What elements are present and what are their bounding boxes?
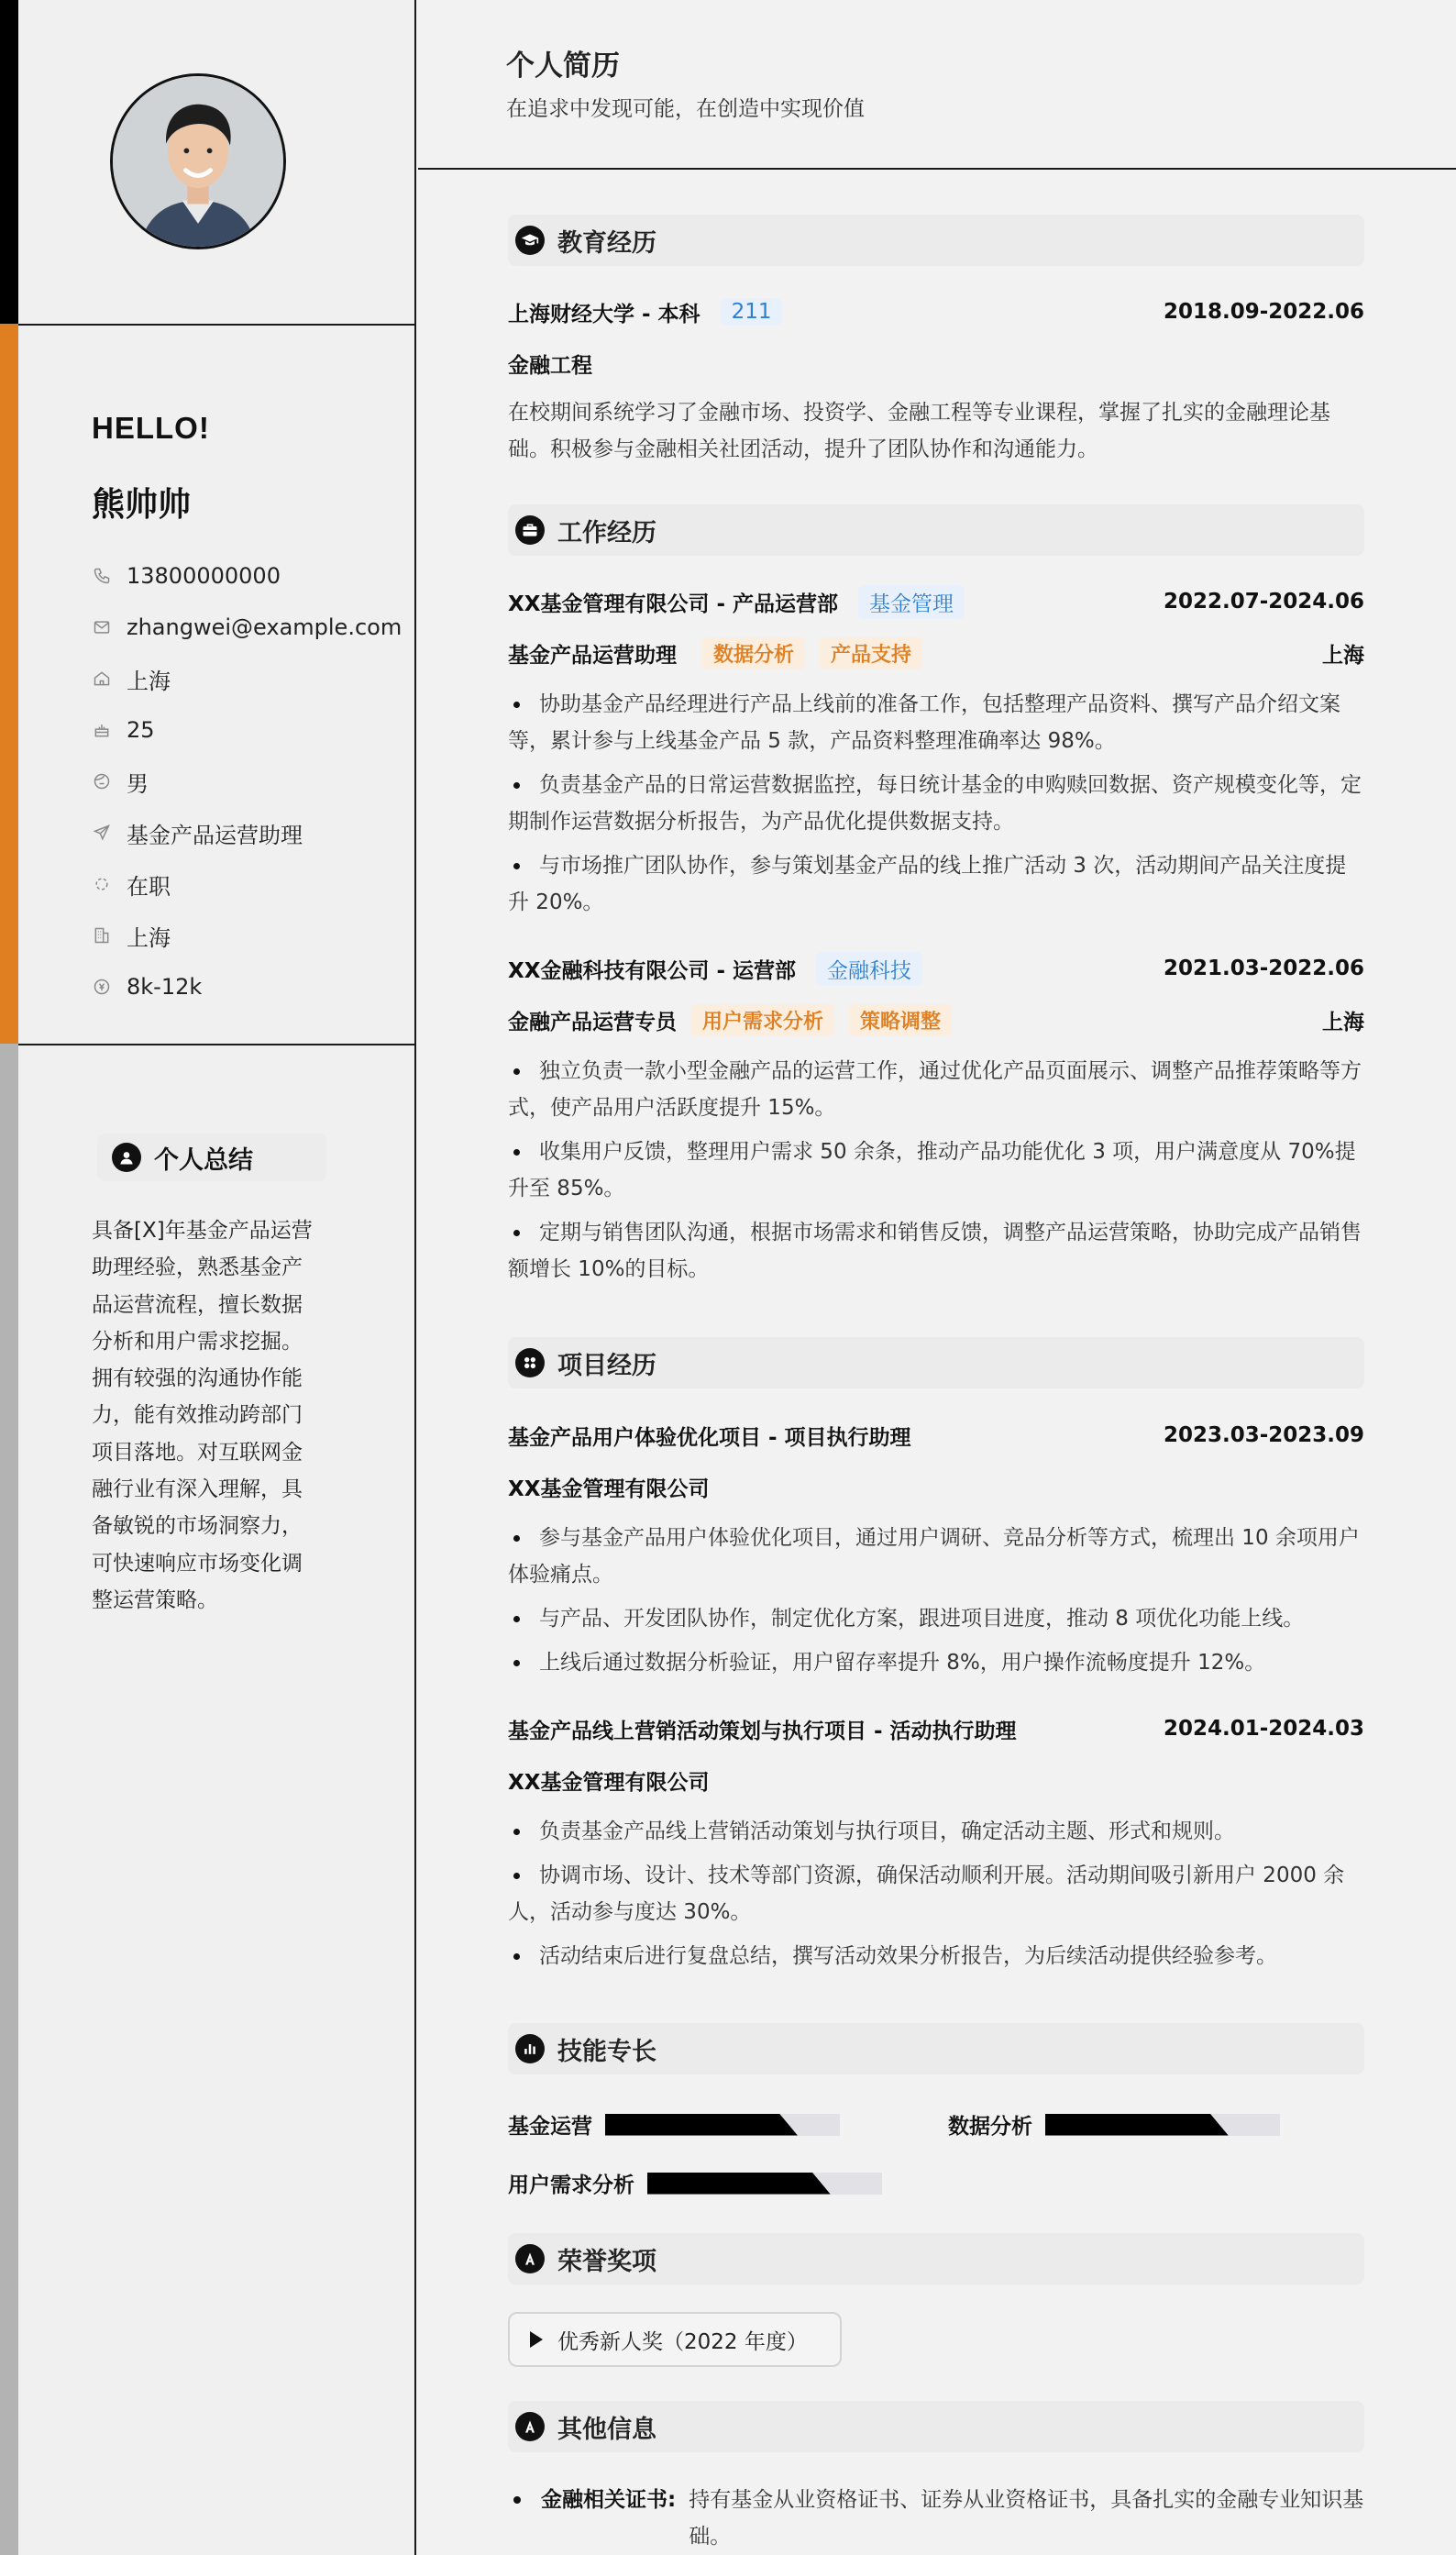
education-entry: [508, 293, 1364, 468]
info-gender: [92, 756, 403, 807]
list-item: 与市场推广团队协作，参与策划基金产品的线上推广活动 3 次，活动期间产品关注度提升 20%。: [508, 847, 1364, 921]
job-date: 2021.03-2022.06: [1163, 957, 1364, 980]
skill-bar: [605, 2114, 840, 2136]
skill-item: [508, 2109, 840, 2140]
mail-icon: [92, 617, 112, 637]
job-date: 2022.07-2024.06: [1163, 590, 1364, 614]
play-triangle-icon: [530, 2331, 543, 2348]
projects-section-header: [508, 1337, 1364, 1388]
hello-heading: HELLO!: [92, 411, 210, 445]
info-location-text: 上海: [127, 668, 171, 694]
other-info-key: 金融相关证书:: [541, 2488, 677, 2512]
salary-icon: [92, 977, 112, 997]
job-industry-tag: 金融科技: [816, 952, 922, 986]
job-city: 上海: [1322, 1010, 1364, 1034]
job-role-row: [508, 635, 1364, 671]
send-icon: [92, 823, 112, 843]
project-org-row: [508, 1468, 1364, 1505]
skill-item: [948, 2109, 1280, 2140]
grid-icon: [515, 1348, 545, 1377]
project-header-row: [508, 1417, 1364, 1454]
skill-bar: [647, 2173, 882, 2195]
work-title: 工作经历: [557, 518, 656, 548]
work-entry: [508, 583, 1364, 928]
contact-info-list: [92, 550, 403, 1012]
page-subtitle: 在追求中发现可能，在创造中实现价值: [506, 97, 865, 121]
project-name: 基金产品线上营销活动策划与执行项目 - 活动执行助理: [508, 1719, 1017, 1743]
list-item: 活动结束后进行复盘总结，撰写活动效果分析报告，为后续活动提供经验参考。: [508, 1938, 1364, 1974]
project-bullets: [508, 1520, 1364, 1681]
projects-title: 项目经历: [557, 1351, 656, 1380]
home-icon: [92, 669, 112, 689]
award-item[interactable]: [508, 2312, 842, 2367]
project-org-row: [508, 1762, 1364, 1798]
school-tag: 211: [721, 298, 783, 326]
job-role: 基金产品运营助理: [508, 643, 677, 668]
face-icon: [92, 771, 112, 791]
major-name: 金融工程: [508, 353, 592, 378]
header-divider: [418, 168, 1456, 170]
skill-item: [508, 2168, 882, 2198]
job-header-row: [508, 950, 1364, 987]
list-item: 参与基金产品用户体验优化项目，通过用户调研、竞品分析等方式，梳理出 10 余项用户体验痛点。: [508, 1520, 1364, 1593]
job-company: XX基金管理有限公司 - 产品运营部: [508, 592, 839, 616]
status-icon: [92, 874, 112, 894]
education-description: 在校期间系统学习了金融市场、投资学、金融工程等专业课程，掌握了扎实的金融理论基础。积极参与金融相关社团活动，提升了团队协作和沟通能力。: [508, 401, 1330, 461]
other-title: 其他信息: [557, 2415, 656, 2444]
skills-section-header: [508, 2023, 1364, 2074]
job-skill-tag: 产品支持: [820, 637, 922, 669]
job-role-row: [508, 1001, 1364, 1038]
skills-title: 技能专长: [557, 2037, 656, 2066]
project-entry: [508, 1710, 1364, 1982]
awards-title: 荣誉奖项: [557, 2247, 656, 2276]
accent-stripe-gray: [0, 1044, 18, 2555]
sidebar-divider: [18, 1044, 416, 1045]
skill-bar-fill: [1045, 2114, 1229, 2136]
education-title: 教育经历: [557, 228, 656, 258]
award-text: 优秀新人奖（2022 年度）: [557, 2329, 808, 2354]
sidebar-divider: [18, 324, 416, 326]
project-header-row: [508, 1710, 1364, 1747]
skill-name: 数据分析: [948, 2115, 1032, 2139]
job-city: 上海: [1322, 643, 1364, 668]
job-role: 金融产品运营专员: [508, 1010, 677, 1034]
project-date: 2023.03-2023.09: [1163, 1423, 1364, 1447]
building-icon: [92, 925, 112, 946]
info-salary: [92, 961, 403, 1012]
list-item: 协调市场、设计、技术等部门资源，确保活动顺利开展。活动期间吸引新用户 2000 余人，活动参与度达 30%。: [508, 1857, 1364, 1930]
project-entry: [508, 1417, 1364, 1688]
bullet-dot: [513, 2496, 521, 2504]
accent-stripe-black: [0, 0, 18, 324]
info-position: [92, 807, 403, 858]
info-age: [92, 704, 403, 756]
skill-bar: [1045, 2114, 1280, 2136]
person-name: 熊帅帅: [92, 486, 192, 524]
award-icon: [515, 2244, 545, 2273]
info-age-text: 25: [127, 717, 155, 743]
project-name: 基金产品用户体验优化项目 - 项目执行助理: [508, 1425, 911, 1450]
info-status-text: 在职: [127, 873, 171, 900]
major-row: [508, 345, 1364, 382]
skill-bar-fill: [647, 2173, 831, 2195]
education-date: 2018.09-2022.06: [1163, 300, 1364, 324]
briefcase-icon: [515, 515, 545, 545]
graduation-cap-icon: [515, 226, 545, 255]
list-item: 定期与销售团队沟通，根据市场需求和销售反馈，调整产品运营策略，协助完成产品销售额增长 10%的目标。: [508, 1214, 1364, 1288]
project-bullets: [508, 1813, 1364, 1974]
accent-stripe-orange: [0, 324, 18, 1044]
avatar: [110, 73, 286, 249]
info-city: [92, 910, 403, 961]
page-title: 个人简历: [506, 50, 620, 83]
list-item: 负责基金产品线上营销活动策划与执行项目，确定活动主题、形式和规则。: [508, 1813, 1364, 1850]
info-position-text: 基金产品运营助理: [127, 822, 303, 848]
project-date: 2024.01-2024.03: [1163, 1717, 1364, 1741]
job-skill-tag: 策略调整: [849, 1004, 952, 1036]
info-location: [92, 653, 403, 704]
skill-bar-fill: [605, 2114, 798, 2136]
other-info-item: [508, 2482, 1364, 2555]
job-company: XX金融科技有限公司 - 运营部: [508, 958, 797, 983]
list-item: 收集用户反馈，整理用户需求 50 余条，推动产品功能优化 3 项，用户满意度从 70%提升至 85%。: [508, 1134, 1364, 1207]
job-industry-tag: 基金管理: [858, 585, 965, 619]
school-name: 上海财经大学 - 本科: [508, 302, 700, 326]
skill-name: 用户需求分析: [508, 2173, 634, 2197]
other-info-value: 持有基金从业资格证书、证券从业资格证书，具备扎实的金融专业知识基础。: [689, 2488, 1364, 2549]
job-bullets: [508, 1053, 1364, 1288]
education-row: [508, 293, 1364, 330]
bar-chart-icon: [515, 2034, 545, 2063]
info-gender-text: 男: [127, 770, 149, 797]
info-city-text: 上海: [127, 924, 171, 951]
list-item: 负责基金产品的日常运营数据监控，每日统计基金的申购赎回数据、资产规模变化等，定期制作运营数据分析报告，为产品优化提供数据支持。: [508, 767, 1364, 840]
cake-icon: [92, 720, 112, 740]
work-entry: [508, 950, 1364, 1295]
avatar-portrait-image: [113, 76, 283, 247]
user-icon: [112, 1143, 141, 1172]
info-phone: [92, 550, 403, 602]
project-org: XX基金管理有限公司: [508, 1477, 710, 1501]
job-header-row: [508, 583, 1364, 620]
list-item: 上线后通过数据分析验证，用户留存率提升 8%，用户操作流畅度提升 12%。: [508, 1644, 1364, 1681]
list-item: 独立负责一款小型金融产品的运营工作，通过优化产品页面展示、调整产品推荐策略等方式，使产品用户活跃度提升 15%。: [508, 1053, 1364, 1126]
work-section-header: [508, 504, 1364, 556]
info-email-text: zhangwei@example.com: [127, 614, 403, 640]
info-email: [92, 602, 403, 653]
awards-section-header: [508, 2233, 1364, 2284]
job-skill-tag: 用户需求分析: [691, 1004, 834, 1036]
info-badge-icon: [515, 2412, 545, 2441]
list-item: 协助基金产品经理进行产品上线前的准备工作，包括整理产品资料、撰写产品介绍文案等，累计参与上线基金产品 5 款，产品资料整理准确率达 98%。: [508, 686, 1364, 759]
job-skill-tag: 数据分析: [702, 637, 805, 669]
education-section-header: [508, 215, 1364, 266]
other-section-header: [508, 2401, 1364, 2452]
info-status: [92, 858, 403, 910]
summary-section-header: [97, 1134, 326, 1181]
project-org: XX基金管理有限公司: [508, 1770, 710, 1795]
info-phone-text: 13800000000: [127, 563, 281, 589]
skill-name: 基金运营: [508, 2115, 592, 2139]
summary-title: 个人总结: [154, 1145, 253, 1175]
phone-icon: [92, 566, 112, 586]
summary-text: 具备[X]年基金产品运营助理经验，熟悉基金产品运营流程，擅长数据分析和用户需求挖掘。拥有较强的沟通协作能力，能有效推动跨部门项目落地。对互联网金融行业有深入理解，具备敏锐的市场洞察力，可快速响应市场变化调整运营策略。: [92, 1219, 313, 1612]
info-salary-text: 8k-12k: [127, 974, 203, 1000]
job-bullets: [508, 686, 1364, 921]
list-item: 与产品、开发团队协作，制定优化方案，跟进项目进度，推动 8 项优化功能上线。: [508, 1600, 1364, 1637]
